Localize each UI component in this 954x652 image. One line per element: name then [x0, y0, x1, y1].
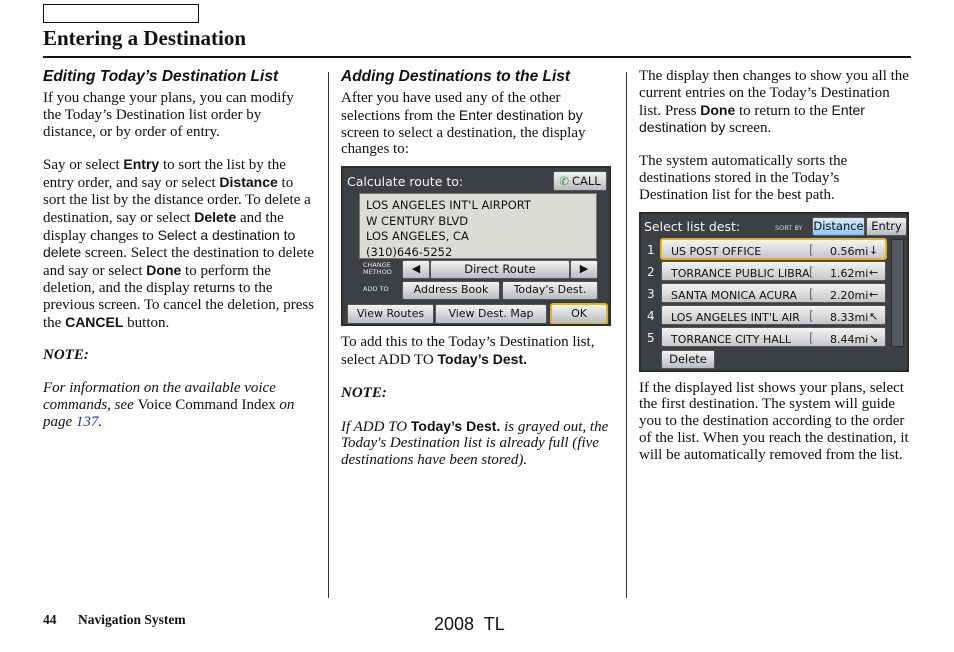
list-scrollbar[interactable] [891, 239, 904, 347]
list-row[interactable]: TORRANCE PUBLIC LIBRA [ 1.62mi ← [661, 261, 886, 281]
address-line: LOS ANGELES, CA [366, 229, 469, 244]
note-heading: NOTE: [341, 384, 387, 401]
sort-distance-button[interactable]: Distance [812, 217, 865, 236]
page-title: Entering a Destination [43, 26, 247, 50]
address-line: LOS ANGELES INT'L AIRPORT [366, 198, 531, 213]
triangle-left-icon: ◀ [411, 262, 421, 276]
row-number: 5 [647, 330, 655, 345]
view-dest-map-button[interactable]: View Dest. Map [435, 304, 547, 324]
screenshot-calculate-route [341, 166, 611, 326]
paragraph: To add this to the Today’s Destination list, select ADD TO Today’s Dest. [341, 334, 595, 368]
direction-arrow-icon: ↘ [869, 331, 879, 345]
sort-entry-button[interactable]: Entry [866, 217, 907, 236]
screenshot-select-list-dest [639, 212, 909, 372]
section-heading-editing: Editing Today’s Destination List [43, 68, 279, 85]
list-row[interactable]: SANTA MONICA ACURA [ 2.20mi ← [661, 283, 886, 303]
route-method-display: Direct Route [430, 260, 570, 279]
row-number: 4 [647, 308, 655, 323]
column-divider-1 [328, 72, 329, 598]
address-book-button[interactable]: Address Book [402, 281, 500, 300]
method-next-button[interactable] [570, 260, 598, 279]
ref-voice-command-index: Voice Command Index [137, 396, 276, 413]
ui-term-cancel: CANCEL [65, 313, 124, 330]
column-1 [43, 68, 315, 447]
paragraph: If you change your plans, you can modify the Today’s Destination list order by distance, or by order of entry. [43, 90, 294, 140]
paragraph: After you have used any of the other selections from the Enter destination by screen to select a destination, the display changes to: [341, 90, 586, 158]
list-row[interactable]: LOS ANGELES INT'L AIR [ 8.33mi ↖ [661, 305, 886, 325]
row-number: 1 [647, 242, 655, 257]
page-link[interactable]: 137 [75, 413, 99, 430]
ui-term-todays-dest: Today’s Dest. [437, 350, 527, 367]
direction-arrow-icon: ← [869, 287, 879, 301]
page-number: 44 [43, 612, 57, 627]
column-divider-2 [626, 72, 627, 598]
column-3 [639, 68, 911, 480]
ui-term-entry: Entry [123, 156, 160, 173]
sort-by-label: SORT BY [775, 223, 803, 232]
address-line: W CENTURY BLVD [366, 213, 469, 228]
view-routes-button[interactable]: View Routes [347, 304, 434, 324]
paragraph: The system automatically sorts the destinations stored in the Today’s Destination list for the best path. [639, 153, 848, 203]
address-line: (310)646-5252 [366, 244, 453, 259]
column-2 [341, 68, 613, 485]
ui-term-delete: Delete [194, 208, 237, 225]
paragraph: If the displayed list shows your plans, select the first destination. The system will guide you to the destination according to the order of the list. When you reach the destination, it will be automatically removed from the list. [639, 379, 909, 463]
call-button[interactable]: ✆ CALL [553, 171, 607, 191]
add-to-label: ADD TO [363, 285, 389, 294]
address-box [359, 193, 597, 259]
screen-title: Select list dest: [644, 218, 741, 234]
title-rule [43, 56, 911, 58]
footer-label: Navigation System [78, 612, 186, 627]
section-heading-adding: Adding Destinations to the List [341, 68, 571, 85]
note-heading: NOTE: [43, 347, 89, 364]
ui-term-done: Done [146, 262, 182, 279]
list-row[interactable]: TORRANCE CITY HALL [ 8.44mi ↘ [661, 327, 886, 347]
phone-icon: ✆ [559, 173, 569, 188]
header-tab-box [43, 4, 199, 23]
ui-term-distance: Distance [219, 174, 278, 191]
ui-term-enter-destination: Enter destination by [639, 101, 865, 136]
direction-arrow-icon: ↖ [869, 309, 879, 323]
ui-term-todays-dest: Today’s Dest. [410, 417, 501, 434]
paragraph: The display then changes to show you all the current entries on the Today’s Destination list. Press Done to return to the Enter destination by screen. [639, 68, 909, 137]
list-row[interactable]: US POST OFFICE [ 0.56mi ↓ [661, 239, 886, 259]
direction-arrow-icon: ↓ [869, 243, 879, 257]
screen-title: Calculate route to: [347, 174, 464, 190]
row-number: 2 [647, 264, 655, 279]
row-number: 3 [647, 286, 655, 301]
ok-button[interactable]: OK [551, 304, 607, 324]
ui-term-enter-destination: Enter destination by [458, 106, 583, 123]
ui-term-select-screen: Select a destination to delete [43, 226, 296, 261]
change-method-label: CHANGE METHOD [363, 261, 392, 277]
paragraph: Say or select Entry to sort the list by the entry order, and say or select Distance to sort the list by the distance order. To delete a destination, say or select Delete and the display changes to Select a destination to delete screen. Select the destination to delete and say or select Done to perform the deletion, and the display returns to the previous screen. To cancel the deletion, press the CANCEL button. [43, 156, 315, 331]
footer-model: 2008 TL [434, 614, 505, 634]
method-prev-button[interactable] [402, 260, 430, 279]
triangle-right-icon: ▶ [579, 262, 589, 276]
direction-arrow-icon: ← [869, 265, 879, 279]
delete-button[interactable]: Delete [661, 350, 715, 369]
todays-dest-button[interactable]: Today's Dest. [502, 281, 598, 300]
note-text: If ADD TO Today’s Dest. is grayed out, the Today's Destination list is already full (five destinations have been stored). [341, 417, 609, 469]
note-text: For information on the available voice commands, see Voice Command Index on page 137. [43, 380, 295, 430]
ui-term-done: Done [700, 101, 736, 118]
